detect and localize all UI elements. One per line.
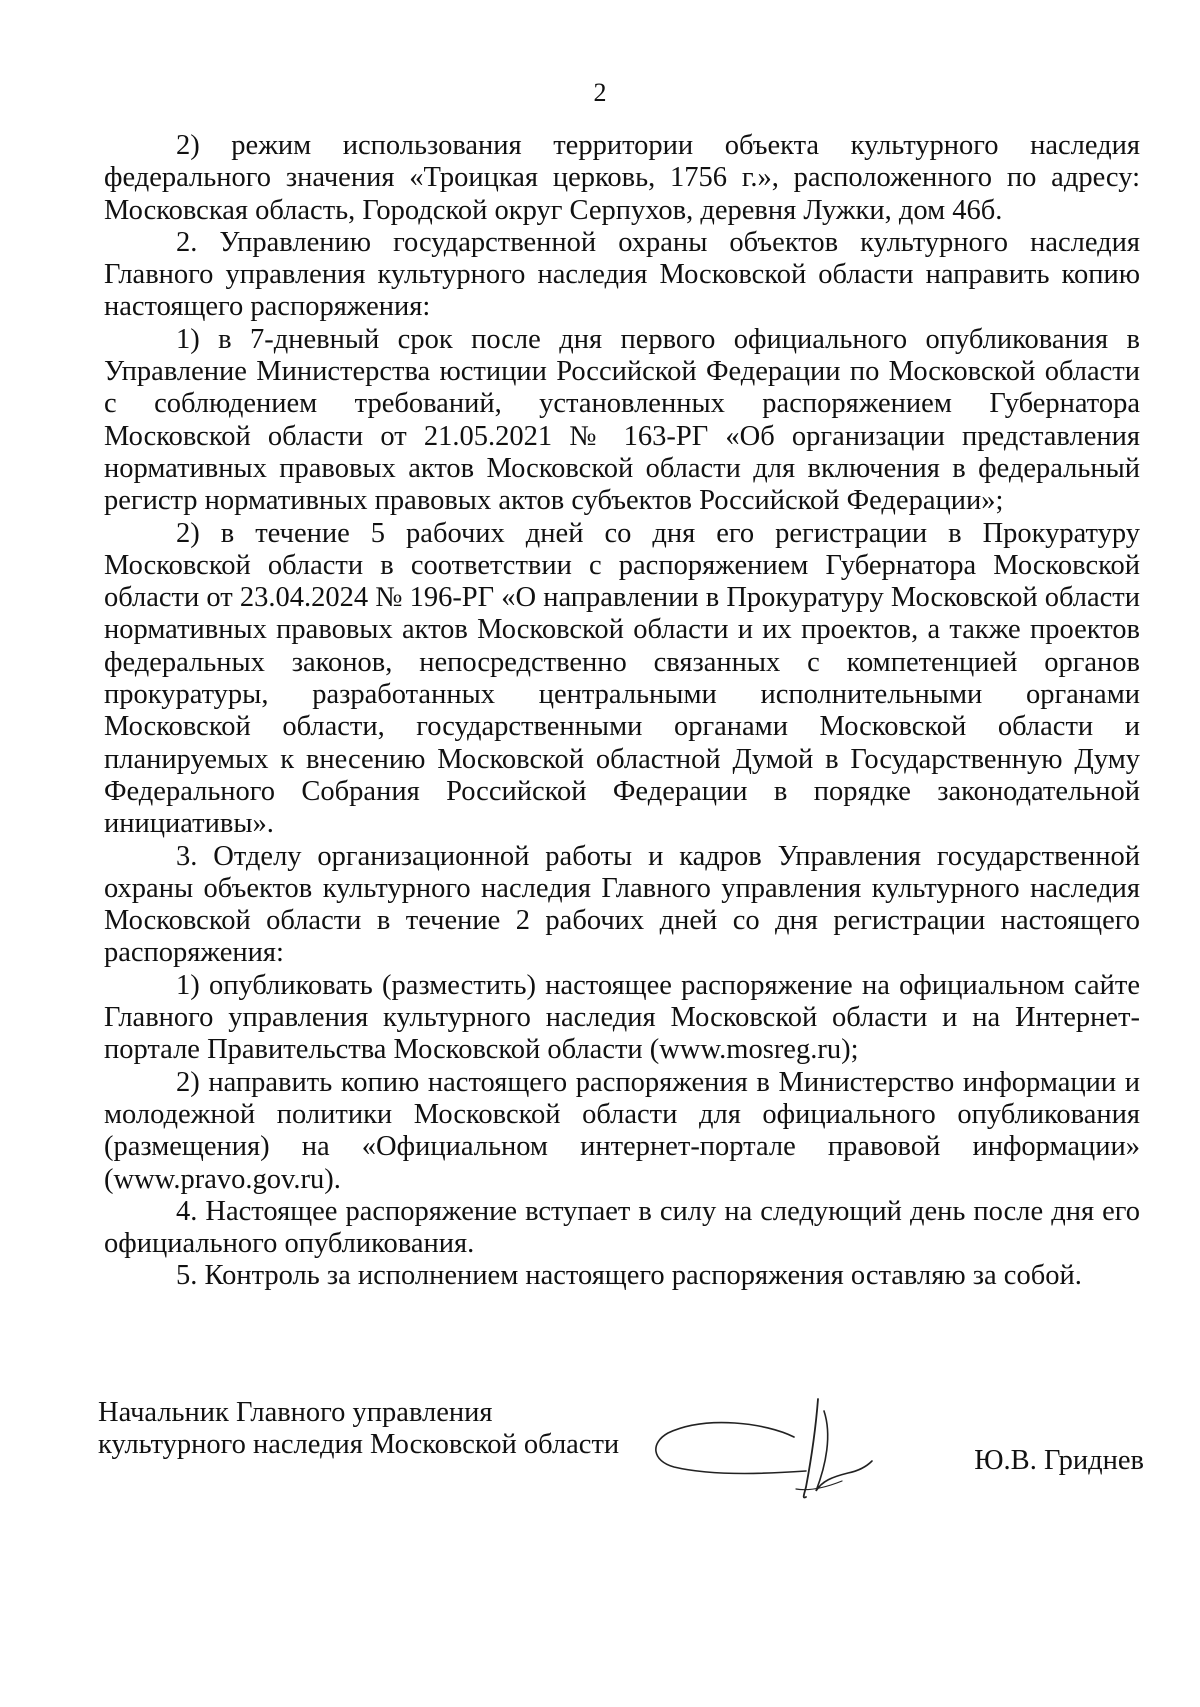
page-number: 2 (593, 78, 607, 107)
paragraph-item-2-regime: 2) режим использования территории объекта культурного наследия федерального значения «Троицкая церковь, 1756 г.», расположенного по адресу: Московская область, Городской округ Серпухов, деревня Лужки, дом 46б. (104, 130, 1140, 226)
signature-block (98, 1397, 1144, 1507)
signer-position-line-2: культурного наследия Московской области (98, 1429, 620, 1460)
paragraph-section-5: 5. Контроль за исполнением настоящего распоряжения оставляю за собой. (176, 1260, 1082, 1292)
paragraph-section-2-item-2: 2) в течение 5 рабочих дней со дня его регистрации в Прокуратуру Московской области в соответствии с распоряжением Губернатора Московской области от 23.04.2024 № 196-РГ «О направлении в Прокуратуру Московской области нормативных правовых актов Московской области и их проектов, а также проектов федеральных законов, непосредственно связанных с компетенцией органов прокуратуры, разработанных центральными исполнительными органами Московской области, государственными органами Московской области и планируемых к внесению Московской областной Думой в Государственную Думу Федерального Собрания Российской Федерации в порядке законодательной инициативы». (104, 517, 1140, 840)
document-body (104, 130, 1140, 1293)
paragraph-section-3-item-1: 1) опубликовать (разместить) настоящее распоряжение на официальном сайте Главного управления культурного наследия Московской области и на Интернет-портале Правительства Московской области (www.mosreg.ru); (104, 969, 1140, 1066)
paragraph-section-2-item-1: 1) в 7-дневный срок после дня первого официального опубликования в Управление Министерства юстиции Российской Федерации по Московской области с соблюдением требований, установленных распоряжением Губернатора Московской области от 21.05.2021 № 163-РГ «Об организации представления нормативных правовых актов Московской области для включения в федеральный регистр нормативных правовых актов субъектов Российской Федерации»; (104, 323, 1140, 517)
signer-name: Ю.В. Гриднев (974, 1445, 1144, 1476)
paragraph-section-4: 4. Настоящее распоряжение вступает в силу на следующий день после дня его официального опубликования. (104, 1195, 1140, 1260)
paragraph-section-3: 3. Отделу организационной работы и кадров Управления государственной охраны объектов культурного наследия Главного управления культурного наследия Московской области в течение 2 рабочих дней со дня регистрации настоящего распоряжения: (104, 840, 1140, 969)
paragraph-section-3-item-2: 2) направить копию настоящего распоряжения в Министерство информации и молодежной политики Московской области для официального опубликования (размещения) на «Официальном интернет-портале правовой информации» (www.pravo.gov.ru). (104, 1066, 1140, 1195)
paragraph-section-2: 2. Управлению государственной охраны объектов культурного наследия Главного управления культурного наследия Московской области направить копию настоящего распоряжения: (104, 226, 1140, 323)
handwritten-signature (646, 1395, 876, 1505)
signer-position-line-1: Начальник Главного управления (98, 1397, 493, 1428)
signer-position (98, 1397, 619, 1461)
